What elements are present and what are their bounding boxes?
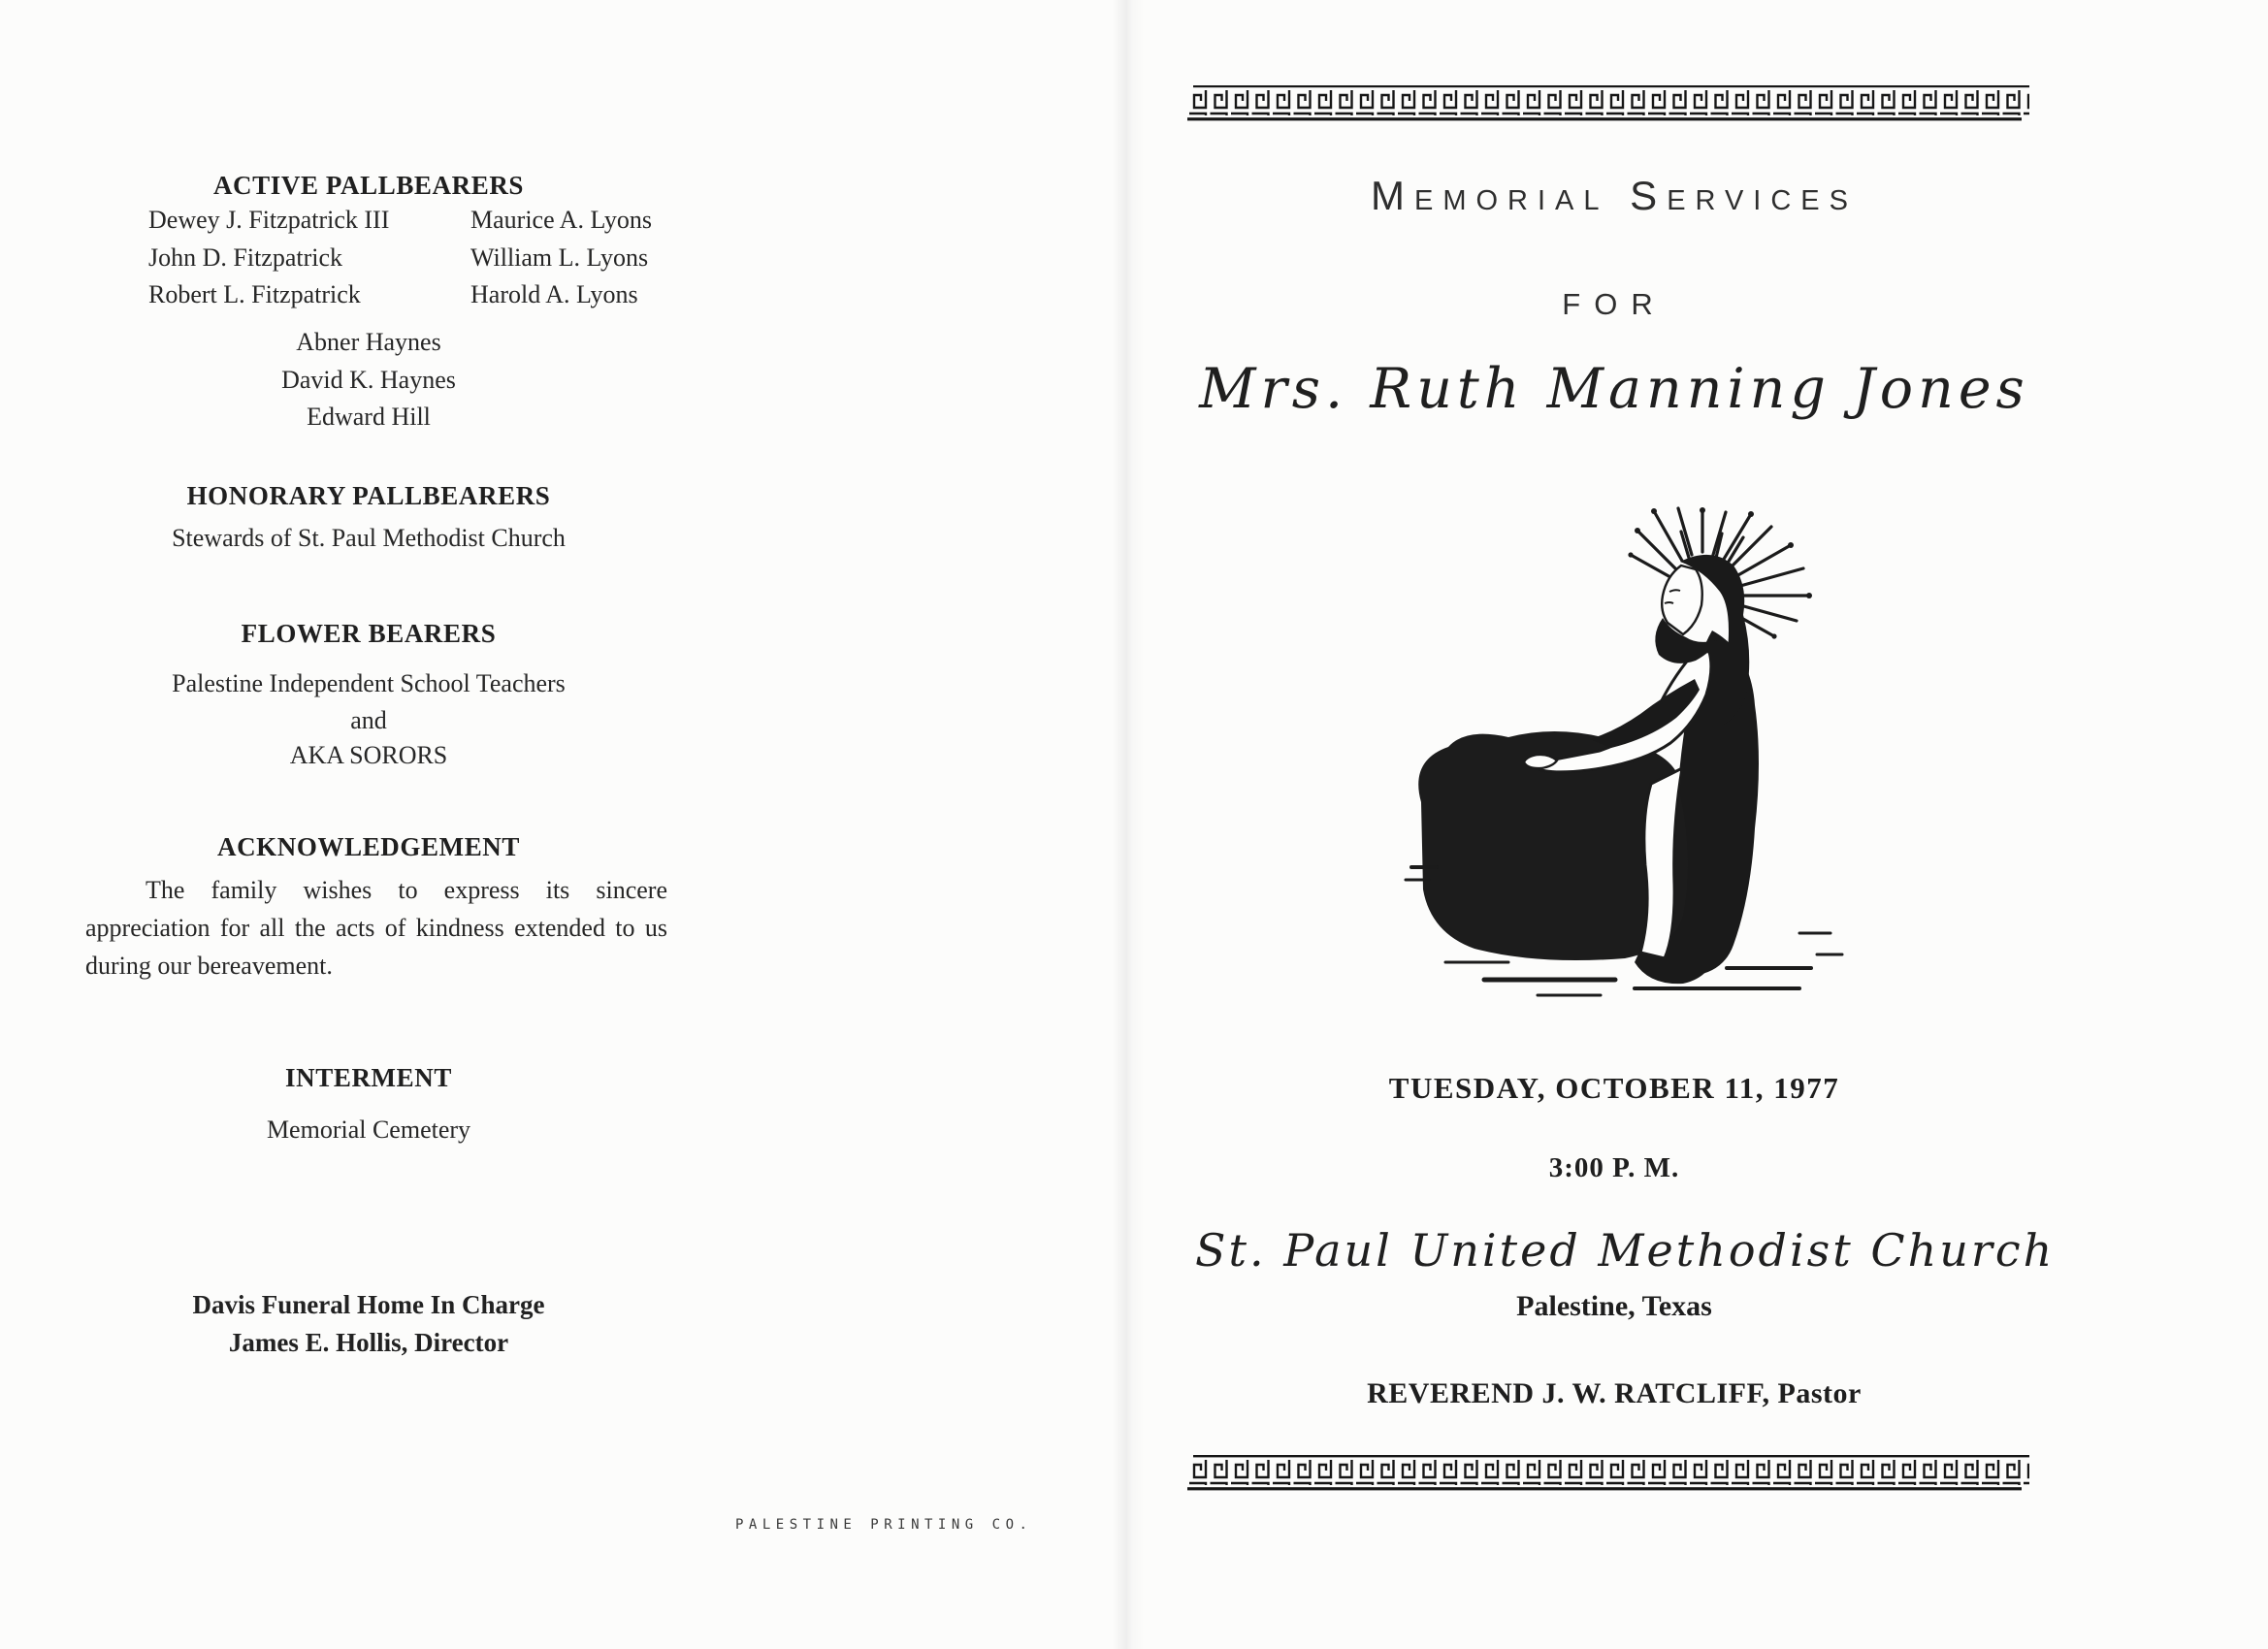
section-title-active-pallbearers: ACTIVE PALLBEARERS xyxy=(212,171,525,200)
section-title-interment: INTERMENT xyxy=(285,1063,452,1092)
officiant: REVEREND J. W. RATCLIFF, Pastor xyxy=(1367,1377,1862,1409)
greek-key-border-top xyxy=(1187,85,2029,122)
active-pallbearers-left-column xyxy=(148,202,389,314)
interment-body: Memorial Cemetery xyxy=(266,1116,471,1144)
pallbearer-name: Abner Haynes xyxy=(296,328,441,356)
pallbearer-name: John D. Fitzpatrick xyxy=(148,242,343,272)
church-location: Palestine, Texas xyxy=(1516,1290,1712,1322)
honorary-pallbearers-body: Stewards of St. Paul Methodist Church xyxy=(172,524,566,552)
for-word: FOR xyxy=(1562,287,1667,321)
pallbearer-name: Edward Hill xyxy=(307,403,431,431)
section-title-flower-bearers: FLOWER BEARERS xyxy=(241,619,497,648)
funeral-home-line: James E. Hollis, Director xyxy=(228,1328,509,1357)
pallbearer-name: Maurice A. Lyons xyxy=(470,206,653,234)
section-title-acknowledgement: ACKNOWLEDGEMENT xyxy=(216,832,521,861)
section-title-honorary-pallbearers: HONORARY PALLBEARERS xyxy=(186,481,551,510)
flower-bearers-line: AKA SORORS xyxy=(289,741,448,769)
flower-bearers-line: and xyxy=(350,706,387,734)
pallbearer-name: Harold A. Lyons xyxy=(470,280,638,308)
church-name: St. Paul United Methodist Church xyxy=(1195,1224,2056,1277)
pallbearer-name: William L. Lyons xyxy=(470,242,649,272)
printer-credit: PALESTINE PRINTING CO. xyxy=(735,1517,1033,1533)
service-date: TUESDAY, OCTOBER 11, 1977 xyxy=(1388,1071,1840,1105)
acknowledgement-paragraph: The family wishes to express its sincere appreciation for all the acts of kindness extended to us during our bereavement. xyxy=(85,876,667,980)
pallbearer-name: Robert L. Fitzpatrick xyxy=(148,280,361,308)
pallbearer-name: Dewey J. Fitzpatrick III xyxy=(148,206,390,234)
funeral-home-block xyxy=(29,1286,708,1362)
deceased-name: Mrs. Ruth Manning Jones xyxy=(1199,357,2029,421)
active-pallbearers-right-column xyxy=(470,202,652,314)
program-main-title: Memorial Services xyxy=(1371,173,1858,218)
flower-bearers-line: Palestine Independent School Teachers xyxy=(172,669,566,697)
page-fold-shadow xyxy=(1112,0,1145,1649)
jesus-praying-illustration xyxy=(1392,506,1848,1003)
active-pallbearers-centered-names xyxy=(29,324,708,436)
greek-key-border-bottom xyxy=(1187,1455,2029,1492)
service-time: 3:00 P. M. xyxy=(1548,1152,1680,1183)
funeral-home-line: Davis Funeral Home In Charge xyxy=(192,1290,545,1319)
pallbearer-name: David K. Haynes xyxy=(281,365,456,394)
